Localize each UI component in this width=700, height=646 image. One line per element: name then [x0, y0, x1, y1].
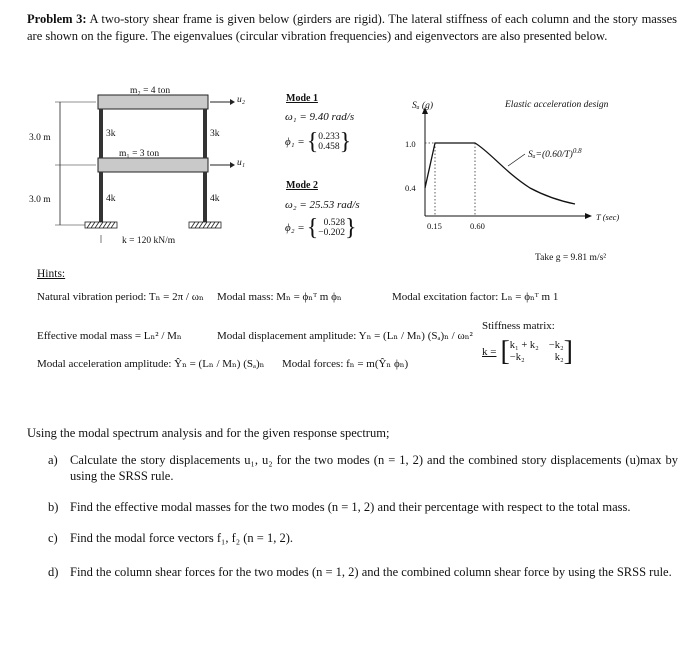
u1-label: u₁: [237, 158, 246, 168]
spectrum-curve-label: [528, 147, 582, 160]
k-bottom-left-label: 4k: [106, 194, 116, 204]
question-b-text: Find the effective modal masses for the two modes (n = 1, 2) and their percentage with respect to the total mass.: [70, 500, 631, 514]
height-bottom-label: 3.0 m: [29, 195, 51, 205]
u2-arrow: [210, 99, 235, 105]
support-right: [189, 222, 221, 228]
column-bottom-right: [203, 172, 207, 222]
k-bottom-right-label: 4k: [210, 194, 220, 204]
hint-excitation: Modal excitation factor: Lₙ = ϕₙᵀ m 1: [392, 291, 559, 303]
column-top-left: [99, 109, 103, 158]
response-spectrum-plot: [380, 100, 620, 240]
spectrum-tick-060: 0.60: [470, 221, 485, 231]
u2-label: u₂: [237, 95, 246, 105]
bottom-girder: [98, 158, 208, 172]
spectrum-tick-1: 1.0: [405, 139, 416, 149]
spectrum-tick-015: 0.15: [427, 221, 442, 231]
mass-top-label: m₂ = 4 ton: [130, 86, 171, 96]
question-a-label: a): [48, 453, 58, 467]
question-d-label: d): [48, 565, 59, 579]
spectrum-title: Elastic acceleration design: [505, 100, 609, 110]
mode2-phi: ϕ₂ = { 0.528 −0.202 }: [285, 215, 357, 241]
hint-period: Natural vibration period: Tₙ = 2π / ωₙ: [37, 291, 204, 303]
spectrum-x-label: T (sec): [596, 212, 620, 222]
question-a-text: Calculate the story displacements u₁, u₂ for the two modes (n = 1, 2) and the combined story displacements (u)max by using the SRSS rule.: [70, 453, 678, 484]
mode1-title: Mode 1: [286, 93, 318, 104]
top-girder: [98, 95, 208, 109]
hints-title: Hints:: [37, 268, 66, 280]
question-d-text: Find the column shear forces for the two modes (n = 1, 2) and the combined column shear force by using the SRSS rule.: [70, 565, 672, 579]
hint-accel-amplitude: Modal acceleration amplitude: Ŷₙ = (Lₙ / Mₙ) (Sₐ)ₙ: [37, 358, 265, 370]
mode1-phi-top: 0.233: [318, 132, 340, 142]
hint-displacement: Modal displacement amplitude: Yₙ = (Lₙ / Mₙ) (Sₐ)ₙ / ωₙ²: [217, 330, 473, 342]
curve-exponent: 0.8: [572, 147, 582, 155]
spectrum-tick-04: 0.4: [405, 183, 416, 193]
mode1-omega: ω₁ = 9.40 rad/s: [285, 111, 355, 123]
mode1-phi-label: ϕ₁ =: [285, 136, 305, 148]
stiffness-k-label: k =: [482, 346, 497, 358]
question-b-label: b): [48, 500, 59, 514]
k-value-label: k = 120 kN/m: [122, 236, 176, 246]
question-c-label: c): [48, 531, 58, 545]
hint-modal-forces: Modal forces: fₙ = m(Ŷₙ ϕₙ): [282, 358, 409, 370]
hint-modal-mass: Modal mass: Mₙ = ϕₙᵀ m ϕₙ: [217, 291, 342, 303]
support-left: [85, 222, 117, 228]
u1-arrow: [210, 162, 235, 168]
mode2-phi-label: ϕ₂ =: [285, 222, 305, 234]
curve-label-text: Sₐ=(0.60/T): [528, 150, 573, 161]
question-c-text: Find the modal force vectors f₁, f₂ (n = 1, 2).: [70, 531, 293, 545]
mass-bottom-label: m₁ = 3 ton: [119, 149, 160, 159]
k-top-left-label: 3k: [106, 129, 116, 139]
column-top-right: [203, 109, 207, 158]
spectrum-y-label: Sₐ (g): [412, 101, 433, 111]
k12: −k₂: [548, 340, 564, 351]
problem-statement: [27, 11, 677, 44]
hint-stiffness-title: Stiffness matrix:: [482, 320, 555, 332]
stiffness-matrix: k = [ k₁ + k₂ −k₂ −k₂ k₂ ]: [482, 336, 573, 367]
questions-lead: Using the modal spectrum analysis and for the given response spectrum;: [27, 426, 390, 440]
k22: k₂: [554, 352, 564, 363]
k11: k₁ + k₂: [509, 340, 539, 351]
height-top-label: 3.0 m: [29, 133, 51, 143]
question-a: [48, 452, 678, 488]
column-bottom-left: [99, 172, 103, 222]
problem-text: A two-story shear frame is given below (girders are rigid). The lateral stiffness of each column and the story masses are shown on the figure. The eigenvalues (circular vibration frequencies) and eigenvectors are also presented below.: [27, 12, 677, 43]
k-top-right-label: 3k: [210, 129, 220, 139]
mode2-omega: ω₂ = 25.53 rad/s: [285, 199, 360, 211]
mode1-phi: ϕ₁ = { 0.233 0.458 }: [285, 129, 352, 155]
hint-effective-mass: Effective modal mass = Lₙ² / Mₙ: [37, 330, 182, 342]
gravity-note: Take g = 9.81 m/s²: [535, 253, 607, 263]
mode1-phi-bottom: 0.458: [318, 142, 340, 152]
problem-label: Problem 3:: [27, 12, 87, 26]
k21: −k₂: [509, 352, 525, 363]
mode2-phi-bottom: −0.202: [318, 228, 345, 238]
mode2-phi-top: 0.528: [323, 218, 345, 228]
mode2-title: Mode 2: [286, 180, 318, 191]
